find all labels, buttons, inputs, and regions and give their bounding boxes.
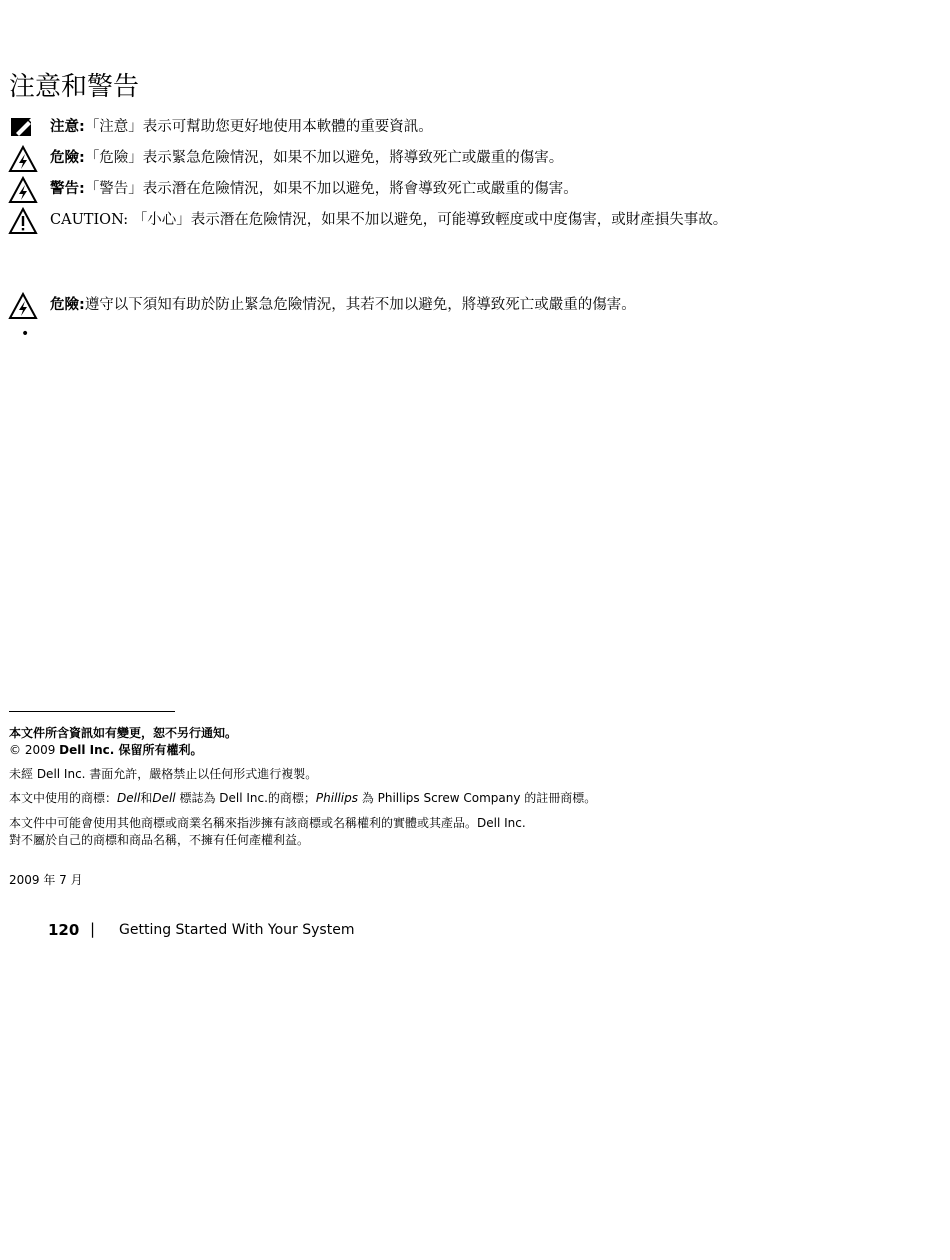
tm-mid: 標誌為 Dell Inc.的商標； bbox=[175, 791, 316, 805]
caution-exclamation-icon bbox=[8, 207, 38, 235]
page-title: 注意和警告 bbox=[9, 72, 140, 102]
notice-text: 「危險」表示緊急危險情況，如果不加以避免，將導致死亡或嚴重的傷害。 bbox=[84, 150, 564, 166]
copyright-company: Dell Inc. bbox=[59, 743, 115, 757]
notice-text: 「注意」表示可幫助您更好地使用本軟體的重要資訊。 bbox=[84, 119, 433, 135]
note-pencil-icon bbox=[8, 114, 38, 142]
notice-label: 注意: bbox=[50, 119, 85, 135]
notice-label: CAUTION: bbox=[50, 212, 129, 228]
tm-prefix: 本文中使用的商標： bbox=[9, 791, 118, 805]
publication-date: 2009 年 7 月 bbox=[9, 873, 83, 887]
other-trademarks-line2: 對不屬於自己的商標和商品名稱，不擁有任何產權利益。 bbox=[9, 833, 310, 847]
footer-title: Getting Started With Your System bbox=[119, 922, 355, 938]
notice-text: 遵守以下須知有助於防止緊急危險情況，其若不加以避免，將導致死亡或嚴重的傷害。 bbox=[84, 297, 636, 313]
reproduction-notice: 未經 Dell Inc. 書面允許，嚴格禁止以任何形式進行複製。 bbox=[9, 767, 318, 781]
notice-text: 「小心」表示潛在危險情況，如果不加以避免，可能導致輕度或中度傷害，或財產損失事故。 bbox=[132, 212, 728, 228]
tm-suffix: 為 Phillips Screw Company 的註冊商標。 bbox=[357, 791, 597, 805]
notice-label: 危險: bbox=[50, 150, 85, 166]
notice-label: 危險: bbox=[50, 297, 85, 313]
notice-text: 「警告」表示潛在危險情況，如果不加以避免，將會導致死亡或嚴重的傷害。 bbox=[84, 181, 578, 197]
tm-dell-2: Dell bbox=[152, 791, 176, 805]
tm-and: 和 bbox=[140, 791, 153, 805]
footer-separator: | bbox=[90, 920, 96, 938]
tm-phillips: Phillips bbox=[315, 791, 358, 805]
page-number: 120 bbox=[48, 921, 80, 939]
change-notice: 本文件所含資訊如有變更，恕不另行通知。 bbox=[9, 726, 238, 740]
danger-lightning-icon bbox=[8, 145, 38, 173]
other-trademarks-line1: 本文件中可能會使用其他商標或商業名稱來指涉擁有該商標或名稱權利的實體或其產品。Dell Inc. bbox=[9, 816, 526, 830]
copyright-prefix: © 2009 bbox=[9, 743, 60, 757]
notice-label: 警告: bbox=[50, 181, 85, 197]
list-bullet: • bbox=[21, 326, 30, 342]
footnote-divider bbox=[9, 711, 175, 712]
warning-lightning-icon bbox=[8, 176, 38, 204]
copyright-line bbox=[9, 742, 203, 758]
tm-dell-1: Dell bbox=[117, 791, 141, 805]
danger-lightning-icon bbox=[8, 292, 38, 320]
copyright-suffix: 保留所有權利。 bbox=[114, 743, 203, 757]
trademark-notice bbox=[9, 790, 596, 806]
